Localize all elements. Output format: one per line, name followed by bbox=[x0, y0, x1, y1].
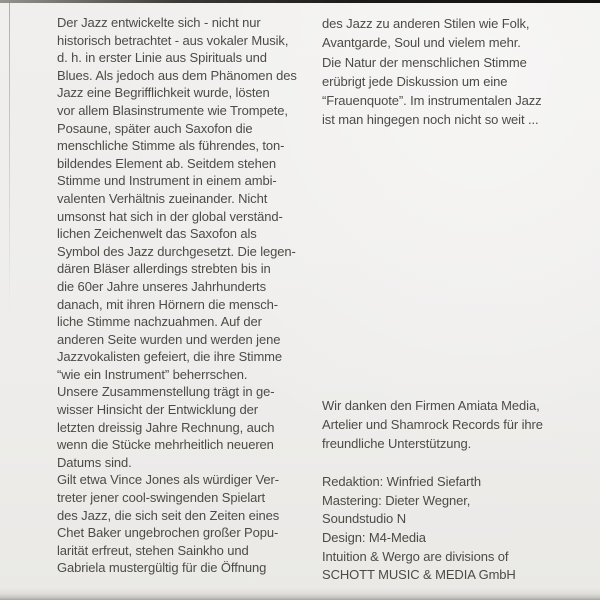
text-line: valenten Verhältnis zueinander. Nicht bbox=[57, 190, 268, 206]
text-line: wisser Hinsicht der Entwicklung der bbox=[57, 402, 258, 418]
text-line: treter jener cool-swingenden Spielart bbox=[57, 490, 266, 506]
acknowledgements-paragraph bbox=[322, 396, 543, 454]
text-line: umsonst hat sich in der global verständ- bbox=[57, 208, 283, 224]
text-line: “wie ein Instrument” beherrschen. bbox=[57, 366, 248, 382]
text-line: d. h. in erster Linie aus Spirituals und bbox=[57, 50, 267, 66]
text-line: Blues. Als jedoch aus dem Phänomen des bbox=[57, 67, 297, 83]
credits-block bbox=[322, 473, 516, 585]
text-line: Posaune, später auch Saxofon die bbox=[57, 120, 253, 136]
text-line: die 60er Jahre unseres Jahrhunderts bbox=[57, 278, 266, 294]
text-line: lichen Zeichenwelt das Saxofon als bbox=[57, 226, 257, 242]
text-line: Gilt etwa Vince Jones als würdiger Ver- bbox=[57, 472, 280, 488]
text-line: Redaktion: Winfried Siefarth bbox=[322, 474, 482, 489]
text-line: Mastering: Dieter Wegner, bbox=[322, 492, 471, 508]
text-line: Unsere Zusammenstellung trägt in ge- bbox=[57, 384, 275, 400]
text-line: Symbol des Jazz durchgesetzt. Die legen- bbox=[57, 243, 296, 259]
text-line: anderen Seite wurden und werden jene bbox=[57, 331, 281, 347]
text-line: Intuition & Wergo are divisions of bbox=[322, 548, 509, 564]
text-line: liche Stimme nachzuahmen. Auf der bbox=[57, 314, 262, 330]
text-line: des Jazz zu anderen Stilen wie Folk, bbox=[322, 16, 530, 31]
text-line: Avantgarde, Soul und vielem mehr. bbox=[322, 35, 521, 51]
text-line: Chet Baker ungebrochen großer Popu- bbox=[57, 525, 279, 541]
text-line: SCHOTT MUSIC & MEDIA GmbH bbox=[322, 567, 516, 583]
text-line: dären Bläser allerdings strebten bis in bbox=[57, 261, 271, 277]
text-line: historisch betrachtet - aus vokaler Musik, bbox=[57, 32, 289, 48]
left-edge-line bbox=[9, 3, 10, 313]
text-line: vor allem Blasinstrumente wie Trompete, bbox=[57, 102, 288, 118]
text-line: “Frauenquote”. Im instrumentalen Jazz bbox=[322, 93, 542, 109]
text-line: Der Jazz entwickelte sich - nicht nur bbox=[57, 15, 261, 30]
text-line: Die Natur der menschlichen Stimme bbox=[322, 54, 527, 70]
bottom-edge-shadow bbox=[0, 588, 600, 600]
top-edge-line bbox=[0, 0, 600, 3]
text-line: menschliche Stimme als führendes, ton- bbox=[57, 138, 285, 154]
text-line: letzten dreissig Jahre Rechnung, auch bbox=[57, 419, 275, 435]
text-line: larität erfreut, stehen Sainkho und bbox=[57, 542, 249, 558]
left-text-column bbox=[57, 14, 297, 577]
text-line: danach, mit ihren Hörnern die mensch- bbox=[57, 296, 279, 312]
text-line: Soundstudio N bbox=[322, 511, 406, 527]
text-line: des Jazz, die sich seit den Zeiten eines bbox=[57, 507, 280, 523]
text-line: Gabriela mustergültig für die Öffnung bbox=[57, 560, 267, 576]
text-line: erübrigt jede Diskussion um eine bbox=[322, 73, 508, 89]
text-line: bildendes Element ab. Seitdem stehen bbox=[57, 155, 276, 171]
text-line: Design: M4-Media bbox=[322, 530, 426, 546]
text-line: ist man hingegen noch nicht so weit ... bbox=[322, 112, 539, 128]
right-text-column-intro bbox=[322, 14, 542, 130]
text-line: Artelier und Shamrock Records für ihre bbox=[322, 417, 543, 433]
text-line: wenn die Stücke mehrheitlich neueren bbox=[57, 437, 274, 453]
text-line: Wir danken den Firmen Amiata Media, bbox=[322, 398, 540, 413]
text-line: freundliche Unterstützung. bbox=[322, 436, 472, 452]
text-line: Datums sind. bbox=[57, 454, 132, 470]
text-line: Jazz eine Begrifflichkeit wurde, lösten bbox=[57, 85, 270, 101]
text-line: Jazzvokalisten gefeiert, die ihre Stimme bbox=[57, 349, 283, 365]
text-line: Stimme und Instrument in einem ambi- bbox=[57, 173, 277, 189]
